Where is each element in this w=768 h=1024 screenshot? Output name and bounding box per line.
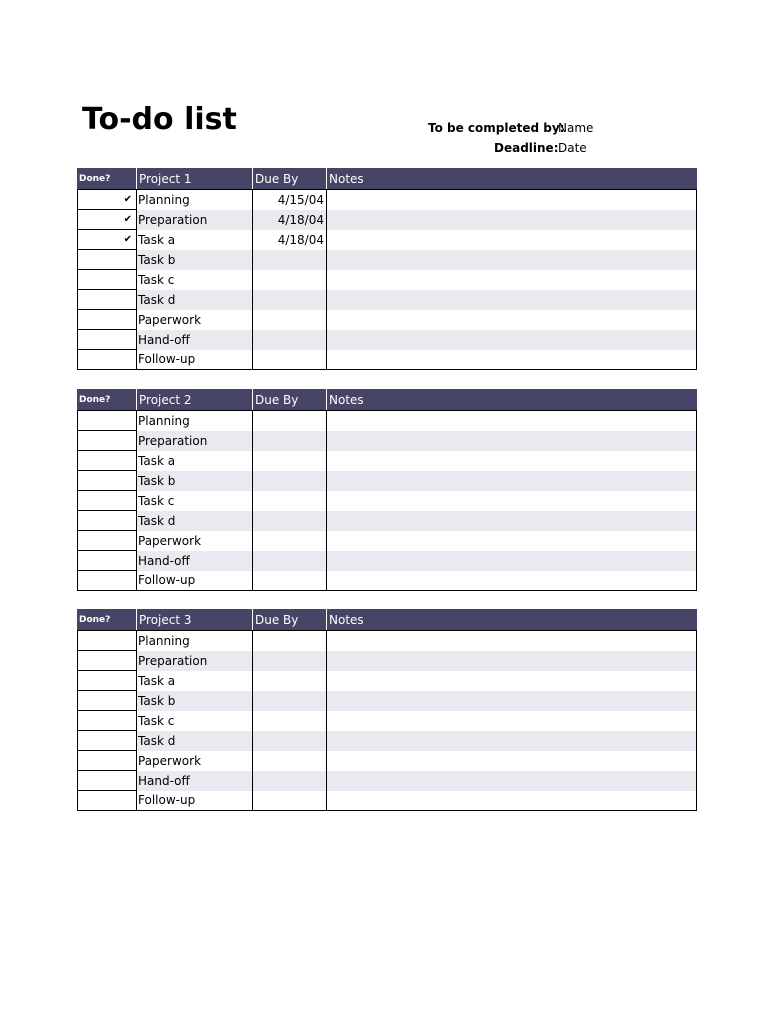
task-name-cell[interactable]: Planning — [137, 631, 253, 651]
notes-cell[interactable] — [327, 471, 697, 491]
due-date-cell[interactable] — [253, 671, 327, 691]
notes-cell[interactable] — [327, 270, 697, 290]
task-name-cell[interactable]: Preparation — [137, 210, 253, 230]
table-row — [78, 190, 697, 210]
due-date-cell[interactable] — [253, 310, 327, 330]
done-column-header: Done? — [78, 390, 137, 411]
notes-column-header: Notes — [327, 610, 697, 631]
table-row — [78, 631, 697, 651]
done-checkbox-cell[interactable] — [78, 411, 137, 431]
task-name-cell[interactable]: Planning — [137, 190, 253, 210]
done-checkbox-cell[interactable] — [78, 651, 137, 671]
project-2-table — [77, 389, 697, 591]
notes-column-header: Notes — [327, 390, 697, 411]
notes-cell[interactable] — [327, 431, 697, 451]
table-row — [78, 751, 697, 771]
due-date-cell[interactable]: 4/18/04 — [253, 210, 327, 230]
table-row — [78, 210, 697, 230]
task-name-cell[interactable]: Hand-off — [137, 330, 253, 350]
notes-cell[interactable] — [327, 651, 697, 671]
task-name-cell[interactable]: Follow-up — [137, 571, 253, 591]
notes-cell[interactable] — [327, 631, 697, 651]
table-row — [78, 671, 697, 691]
notes-cell[interactable] — [327, 491, 697, 511]
notes-cell[interactable] — [327, 310, 697, 330]
due-date-cell[interactable] — [253, 631, 327, 651]
table-row — [78, 310, 697, 330]
task-name-cell[interactable]: Task d — [137, 731, 253, 751]
done-checkbox-cell[interactable] — [78, 711, 137, 731]
due-date-cell[interactable] — [253, 471, 327, 491]
notes-cell[interactable] — [327, 350, 697, 370]
task-name-cell[interactable]: Task c — [137, 711, 253, 731]
notes-cell[interactable] — [327, 751, 697, 771]
notes-cell[interactable] — [327, 451, 697, 471]
done-checkbox-cell[interactable]: ✔ — [78, 210, 137, 230]
due-date-cell[interactable] — [253, 751, 327, 771]
done-checkbox-cell[interactable]: ✔ — [78, 190, 137, 210]
notes-cell[interactable] — [327, 731, 697, 751]
task-name-cell[interactable]: Hand-off — [137, 551, 253, 571]
due-by-column-header: Due By — [253, 169, 327, 190]
task-name-cell[interactable]: Task b — [137, 471, 253, 491]
done-checkbox-cell[interactable] — [78, 511, 137, 531]
notes-column-header: Notes — [327, 169, 697, 190]
done-checkbox-cell[interactable] — [78, 631, 137, 651]
notes-cell[interactable] — [327, 250, 697, 270]
task-name-cell[interactable]: Paperwork — [137, 310, 253, 330]
done-checkbox-cell[interactable]: ✔ — [78, 230, 137, 250]
done-checkbox-cell[interactable] — [78, 771, 137, 791]
due-date-cell[interactable] — [253, 571, 327, 591]
project-name-header: Project 2 — [137, 390, 253, 411]
table-row — [78, 270, 697, 290]
table-row — [78, 711, 697, 731]
task-name-cell[interactable]: Task c — [137, 491, 253, 511]
task-name-cell[interactable]: Task a — [137, 451, 253, 471]
table-row — [78, 531, 697, 551]
done-checkbox-cell[interactable] — [78, 431, 137, 451]
done-checkbox-cell[interactable] — [78, 310, 137, 330]
due-date-cell[interactable] — [253, 551, 327, 571]
task-name-cell[interactable]: Hand-off — [137, 771, 253, 791]
completed-by-label: To be completed by: — [428, 121, 565, 135]
done-checkbox-cell[interactable] — [78, 471, 137, 491]
notes-cell[interactable] — [327, 290, 697, 310]
done-checkbox-cell[interactable] — [78, 691, 137, 711]
notes-cell[interactable] — [327, 691, 697, 711]
done-checkbox-cell[interactable] — [78, 350, 137, 370]
page-title: To-do list — [82, 102, 237, 137]
table-row — [78, 350, 697, 370]
done-column-header: Done? — [78, 169, 137, 190]
notes-cell[interactable] — [327, 511, 697, 531]
table-row — [78, 771, 697, 791]
due-date-cell[interactable] — [253, 270, 327, 290]
due-date-cell[interactable] — [253, 350, 327, 370]
done-checkbox-cell[interactable] — [78, 791, 137, 811]
task-name-cell[interactable]: Task d — [137, 511, 253, 531]
due-by-column-header: Due By — [253, 610, 327, 631]
project-name-header: Project 1 — [137, 169, 253, 190]
due-by-column-header: Due By — [253, 390, 327, 411]
due-date-cell[interactable]: 4/15/04 — [253, 190, 327, 210]
due-date-cell[interactable]: 4/18/04 — [253, 230, 327, 250]
task-name-cell[interactable]: Paperwork — [137, 751, 253, 771]
due-date-cell[interactable] — [253, 691, 327, 711]
table-row — [78, 250, 697, 270]
task-name-cell[interactable]: Task b — [137, 691, 253, 711]
due-date-cell[interactable] — [253, 731, 327, 751]
done-checkbox-cell[interactable] — [78, 270, 137, 290]
notes-cell[interactable] — [327, 771, 697, 791]
table-row — [78, 471, 697, 491]
task-name-cell[interactable]: Follow-up — [137, 791, 253, 811]
task-name-cell[interactable]: Task d — [137, 290, 253, 310]
task-name-cell[interactable]: Follow-up — [137, 350, 253, 370]
notes-cell[interactable] — [327, 190, 697, 210]
due-date-cell[interactable] — [253, 431, 327, 451]
notes-cell[interactable] — [327, 210, 697, 230]
table-row — [78, 451, 697, 471]
table-row — [78, 791, 697, 811]
due-date-cell[interactable] — [253, 451, 327, 471]
table-row — [78, 651, 697, 671]
deadline-label: Deadline: — [494, 141, 559, 155]
done-checkbox-cell[interactable] — [78, 491, 137, 511]
due-date-cell[interactable] — [253, 651, 327, 671]
project-1-table — [77, 168, 697, 370]
deadline-row — [0, 141, 768, 157]
due-date-cell[interactable] — [253, 511, 327, 531]
done-checkbox-cell[interactable] — [78, 751, 137, 771]
due-date-cell[interactable] — [253, 491, 327, 511]
task-name-cell[interactable]: Planning — [137, 411, 253, 431]
table-row — [78, 571, 697, 591]
done-checkbox-cell[interactable] — [78, 451, 137, 471]
done-checkbox-cell[interactable] — [78, 551, 137, 571]
done-column-header: Done? — [78, 610, 137, 631]
task-name-cell[interactable]: Paperwork — [137, 531, 253, 551]
notes-cell[interactable] — [327, 571, 697, 591]
due-date-cell[interactable] — [253, 771, 327, 791]
table-header-row — [78, 390, 697, 411]
notes-cell[interactable] — [327, 791, 697, 811]
task-name-cell[interactable]: Preparation — [137, 651, 253, 671]
table-row — [78, 290, 697, 310]
done-checkbox-cell[interactable] — [78, 671, 137, 691]
table-row — [78, 491, 697, 511]
done-checkbox-cell[interactable] — [78, 330, 137, 350]
due-date-cell[interactable] — [253, 330, 327, 350]
notes-cell[interactable] — [327, 671, 697, 691]
due-date-cell[interactable] — [253, 791, 327, 811]
table-row — [78, 330, 697, 350]
completed-by-row — [0, 121, 768, 137]
due-date-cell[interactable] — [253, 711, 327, 731]
project-name-header: Project 3 — [137, 610, 253, 631]
table-header-row — [78, 610, 697, 631]
notes-cell[interactable] — [327, 711, 697, 731]
task-name-cell[interactable]: Task a — [137, 671, 253, 691]
project-3-table — [77, 609, 697, 811]
table-row — [78, 431, 697, 451]
task-name-cell[interactable]: Task b — [137, 250, 253, 270]
notes-cell[interactable] — [327, 411, 697, 431]
task-name-cell[interactable]: Task a — [137, 230, 253, 250]
deadline-value[interactable]: Date — [558, 141, 587, 155]
task-name-cell[interactable]: Preparation — [137, 431, 253, 451]
due-date-cell[interactable] — [253, 290, 327, 310]
table-header-row — [78, 169, 697, 190]
done-checkbox-cell[interactable] — [78, 731, 137, 751]
task-name-cell[interactable]: Task c — [137, 270, 253, 290]
table-row — [78, 551, 697, 571]
notes-cell[interactable] — [327, 230, 697, 250]
done-checkbox-cell[interactable] — [78, 290, 137, 310]
done-checkbox-cell[interactable] — [78, 250, 137, 270]
done-checkbox-cell[interactable] — [78, 531, 137, 551]
due-date-cell[interactable] — [253, 531, 327, 551]
completed-by-value[interactable]: Name — [558, 121, 594, 135]
table-row — [78, 411, 697, 431]
notes-cell[interactable] — [327, 551, 697, 571]
table-row — [78, 691, 697, 711]
table-row — [78, 731, 697, 751]
notes-cell[interactable] — [327, 531, 697, 551]
due-date-cell[interactable] — [253, 411, 327, 431]
table-row — [78, 230, 697, 250]
done-checkbox-cell[interactable] — [78, 571, 137, 591]
table-row — [78, 511, 697, 531]
notes-cell[interactable] — [327, 330, 697, 350]
due-date-cell[interactable] — [253, 250, 327, 270]
